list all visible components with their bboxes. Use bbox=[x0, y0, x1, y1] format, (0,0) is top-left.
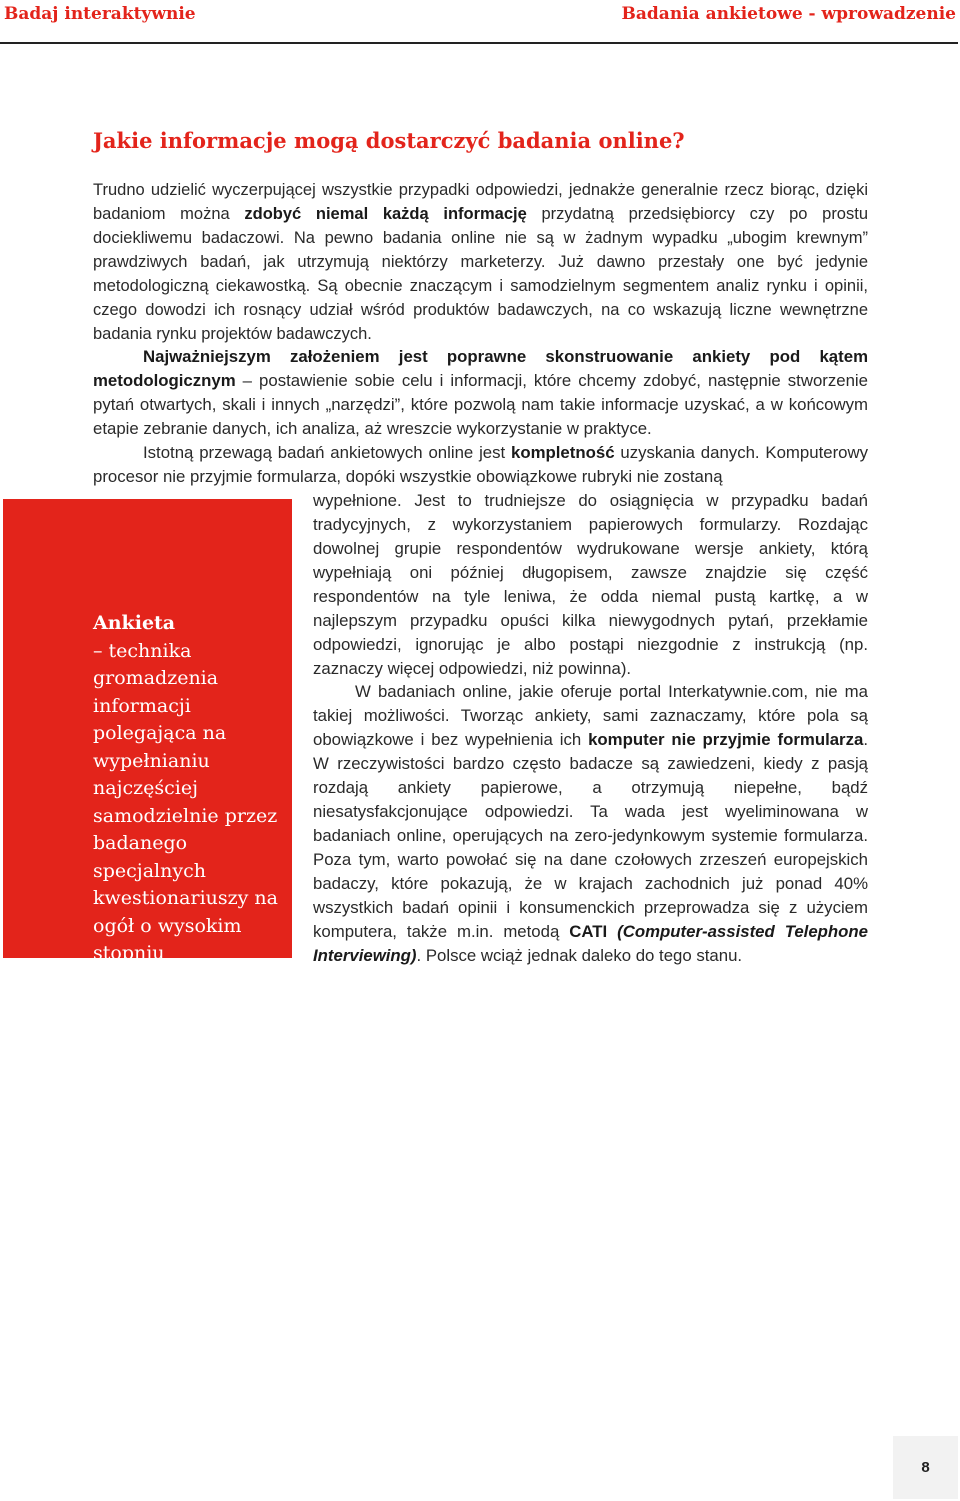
paragraph-3-continued: wypełnione. Jest to trudniejsze do osiągnięcia w przypadku badań tradycyjnych, z wykorzystaniem papierowych formularzy. Rozdając dowolnej grupie respondentów wydrukowane wersje ankiety, którą wypełniają oni później długopisem, zawsze znajdzie się część respondentów na tyle leniwa, że odda niemal pustą kartkę, a w najlepszym przypadku opuści kilka niewygodnych pytań, przekłamie odpowiedzi, ignorując je albo postąpi niezgodnie z instrukcją (np. zaznaczy więcej odpowiedzi, niż powinna). bbox=[313, 491, 868, 678]
section-title: Jakie informacje mogą dostarczyć badania online? bbox=[93, 128, 685, 153]
p3-text-a: Istotną przewagą badań ankietowych online jest bbox=[143, 443, 512, 462]
paragraph-1 bbox=[93, 178, 868, 346]
p2-text: – postawienie sobie celu i informacji, które chcemy zdobyć, następnie stworzenie pytań otwartych, skali i innych „narzędzi”, które pozwolą nam takie informacje uzyskać, a w końcowym etapie zebranie danych, ich analiza, aż wreszcie wykorzystanie w praktyce. bbox=[93, 371, 868, 438]
p2-bold: Najważniejszym założeniem jest poprawne skonstruowanie ankiety pod kątem metodologicznym bbox=[93, 347, 868, 390]
header-divider bbox=[0, 42, 958, 44]
p4-text-f: . Polsce wciąż jednak daleko do tego stanu. bbox=[416, 946, 743, 965]
p1-bold: zdobyć niemal każdą informację bbox=[244, 205, 527, 223]
definition-box bbox=[93, 610, 293, 1023]
p3-text-c: uzyskania danych. Komputerowy procesor nie przyjmie formularza, dopóki wszystkie obowiązkowe rubryki nie zostaną bbox=[93, 443, 869, 486]
paragraph-2 bbox=[93, 345, 868, 441]
header-right-title: Badania ankietowe - wprowadzenie bbox=[621, 4, 956, 24]
paragraph-4 bbox=[313, 680, 868, 968]
p4-cati: CATI bbox=[569, 922, 608, 941]
header-left-title: Badaj interaktywnie bbox=[4, 4, 196, 24]
p3-bold: kompletność bbox=[511, 443, 615, 462]
p4-text-a: W badaniach online, jakie oferuje portal Interkatywnie.com, nie ma takiej możliwości. Tworząc ankiety, sami zaznaczamy, które pola są obowiązkowe i bez wypełnienia ich bbox=[313, 682, 868, 749]
p1-text-a: Trudno udzielić wyczerpującej wszystkie przypadki odpowiedzi, jednakże generalnie rzecz biorąc, dzięki badaniom można bbox=[93, 181, 868, 223]
definition-text: – technika gromadzenia informacji polegająca na wypełnianiu najczęściej samodzielnie przez badanego specjalnych kwestionariuszy na ogół o wysokim stopniu standaryzacji; T. Pilch bbox=[93, 639, 278, 1019]
definition-term: Ankieta bbox=[93, 612, 176, 634]
page-number: 8 bbox=[893, 1436, 958, 1499]
p4-cati-expansion: (Computer-assisted Telephone Interviewing) bbox=[313, 922, 869, 965]
p4-bold: komputer nie przyjmie formularza bbox=[588, 730, 864, 749]
p1-text-c: przydatną przedsiębiorcy czy po prostu dociekliwemu badaczowi. Na pewno badania online nie są w żadnym wypadku „ubogim krewnym” prawdziwych badań, jak utrzymują niektórzy marketerzy. Już dawno przestały one być jedynie metodologiczną ciekawostką. Są obecnie znaczącym i samodzielnym segmentem analiz rynku i opinii, czego dowodzi ich rosnący udział wśród produktów badawczych, na co wskazują liczne wewnętrzne badania rynku projektów badawczych. bbox=[93, 205, 868, 343]
paragraph-3 bbox=[93, 441, 868, 489]
p4-text-c: . W rzeczywistości bardzo często badacze są zawiedzeni, kiedy z pasją rozdają ankiety papierowe, a otrzymują niepełne, bądź niesatysfakcjonujące odpowiedzi. Ta wada jest wyeliminowana w badaniach online, operujących na zero-jedynkowym systemie formularza. Poza tym, warto powołać się na dane czołowych zrzeszeń europejskich badaczy, które pokazują, że w krajach zachodnich już ponad 40% wszystkich badań opinii i konsumenckich przeprowadza się z użyciem komputera, także m.in. metodą bbox=[313, 730, 868, 941]
